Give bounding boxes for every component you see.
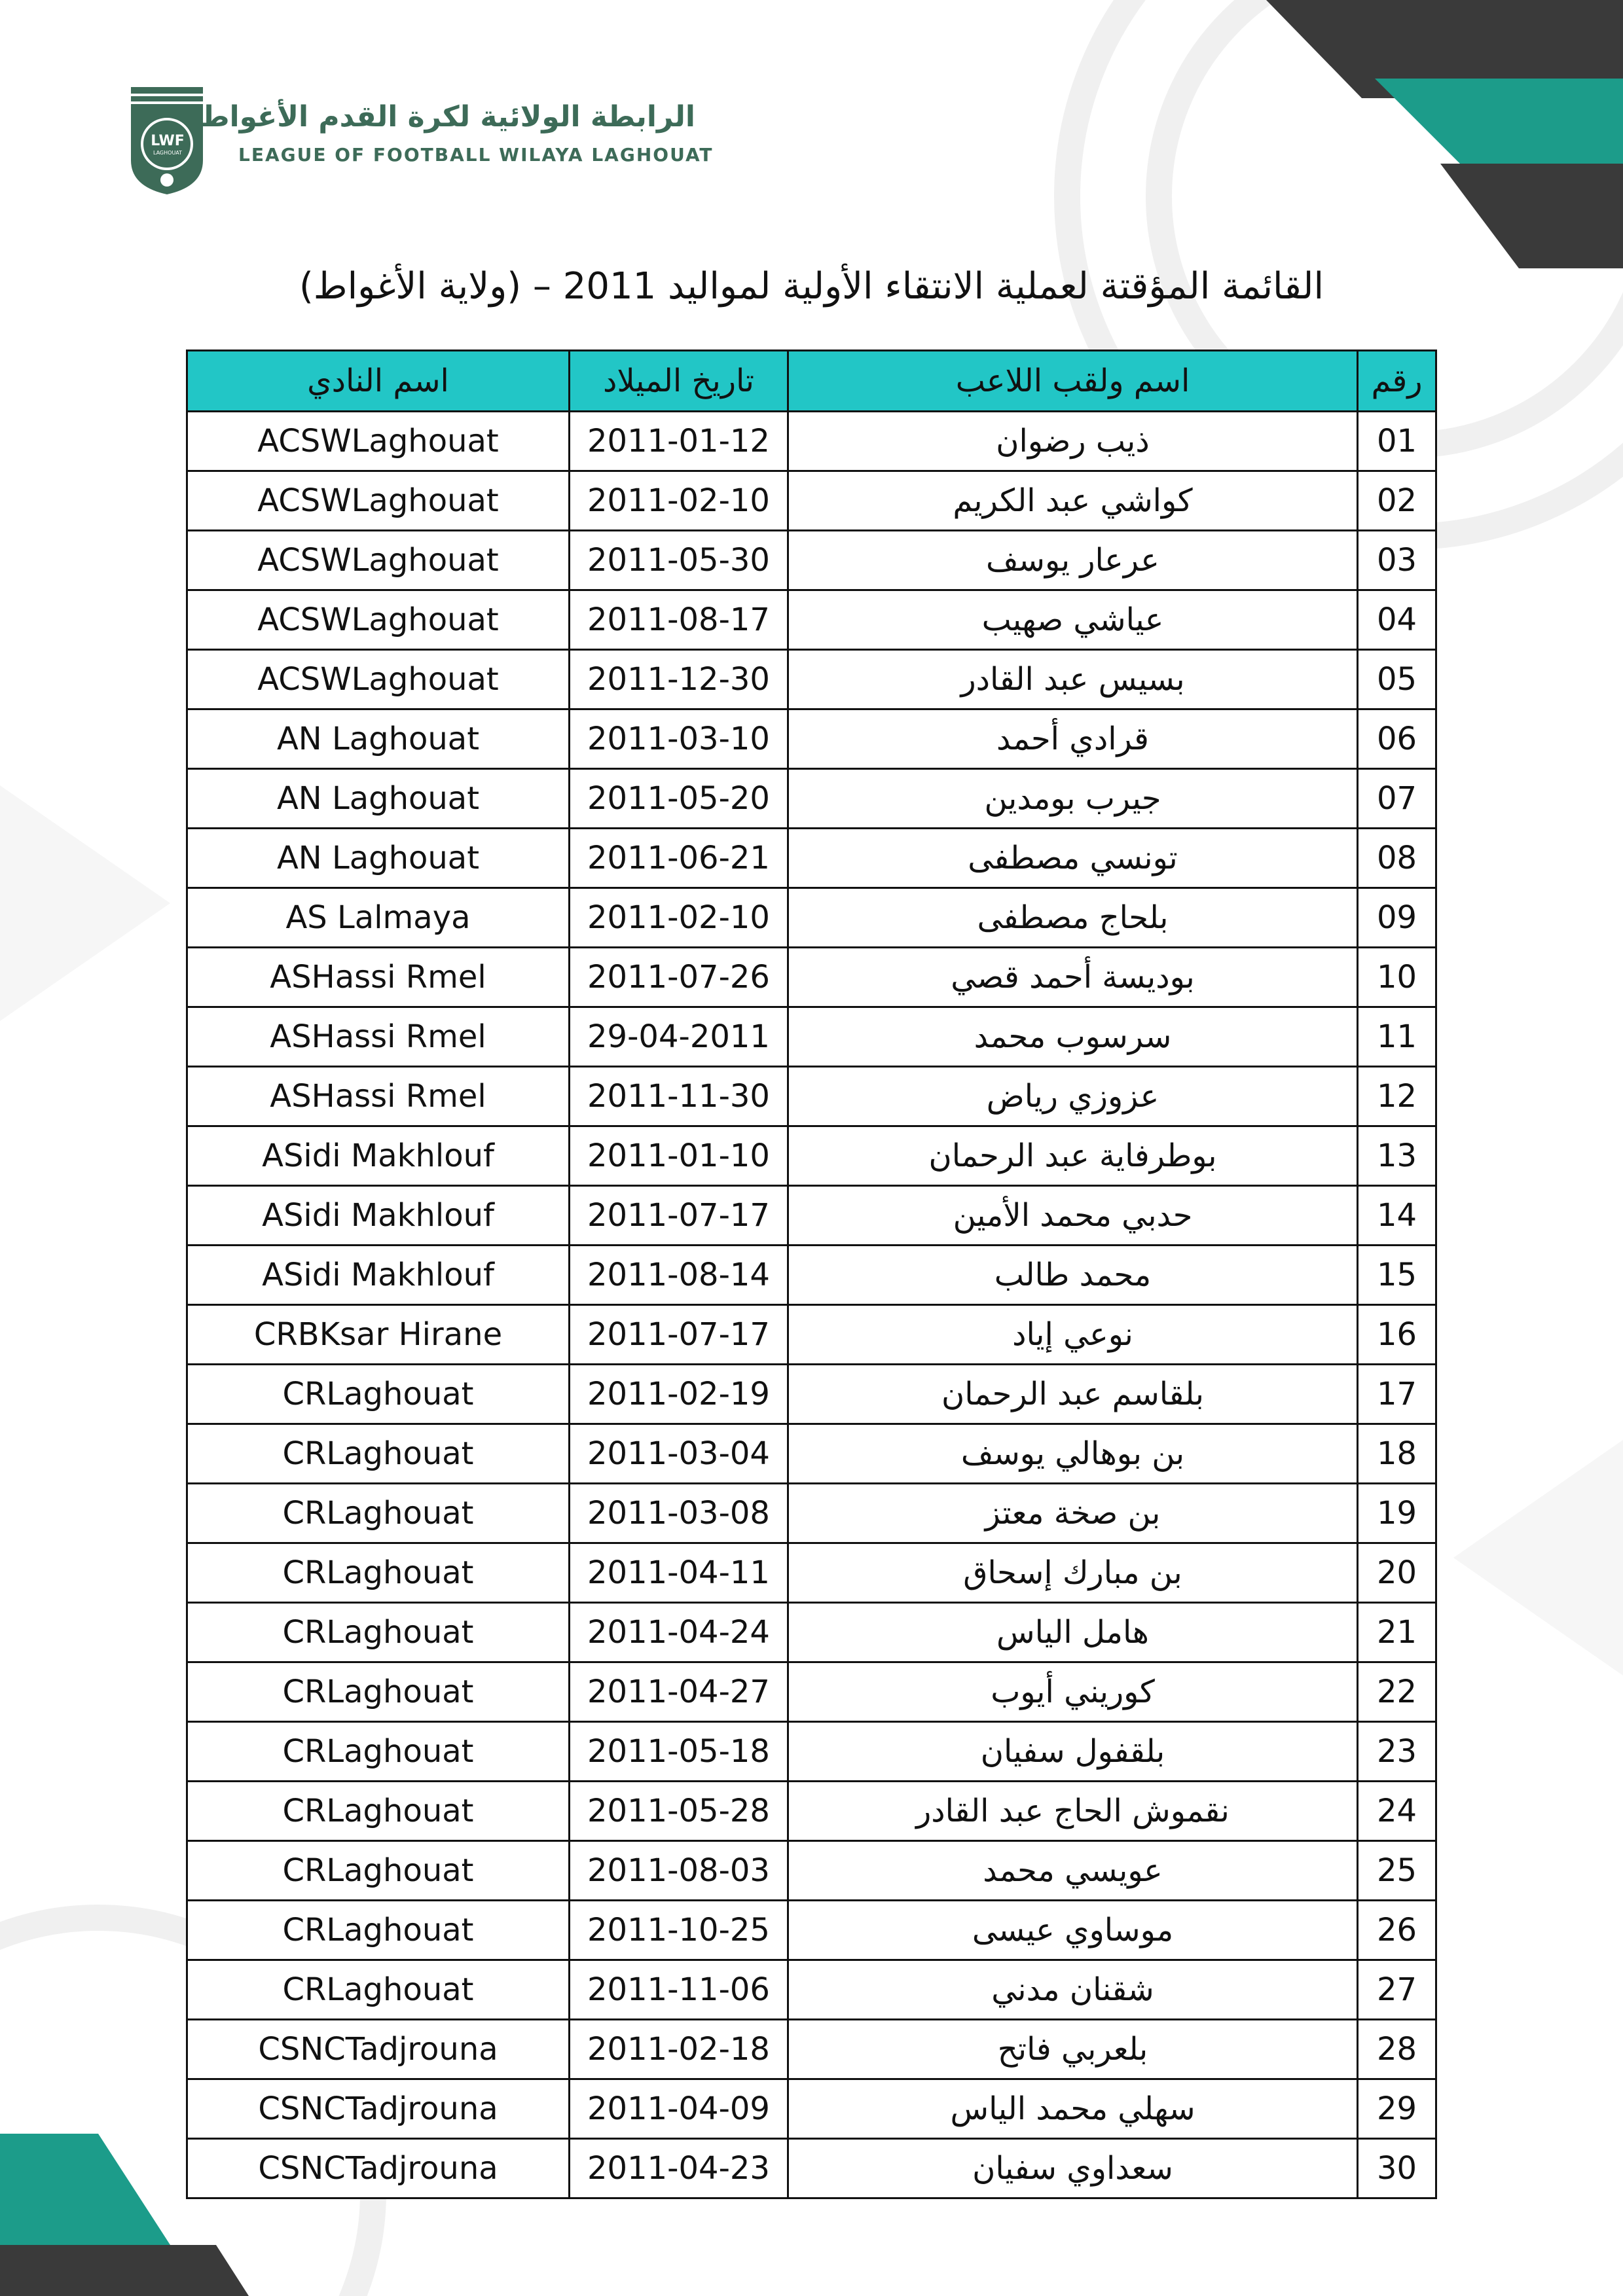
row-number: 08	[1358, 829, 1436, 888]
header-club: اسم النادي	[187, 351, 570, 412]
row-number: 26	[1358, 1901, 1436, 1960]
row-number: 28	[1358, 2020, 1436, 2079]
row-player-name: محمد طالب	[788, 1246, 1358, 1305]
header-player: اسم ولقب اللاعب	[788, 351, 1358, 412]
row-number: 18	[1358, 1424, 1436, 1484]
table-row	[187, 1007, 1436, 1067]
row-club: CSNCTadjrouna	[187, 2079, 570, 2139]
row-birthdate: 2011-03-04	[570, 1424, 788, 1484]
row-birthdate: 2011-04-09	[570, 2079, 788, 2139]
row-player-name: سرسوب محمد	[788, 1007, 1358, 1067]
row-club: ASidi Makhlouf	[187, 1246, 570, 1305]
row-number: 22	[1358, 1662, 1436, 1722]
row-birthdate: 2011-04-23	[570, 2139, 788, 2198]
table-row	[187, 1603, 1436, 1662]
row-player-name: بلقاسم عبد الرحمان	[788, 1365, 1358, 1424]
table-row	[187, 650, 1436, 709]
row-player-name: ذيب رضوان	[788, 412, 1358, 471]
row-birthdate: 2011-03-08	[570, 1484, 788, 1543]
row-player-name: قرادي أحمد	[788, 709, 1358, 769]
row-club: CRLaghouat	[187, 1662, 570, 1722]
row-birthdate: 2011-08-03	[570, 1841, 788, 1901]
table-row	[187, 1722, 1436, 1782]
row-player-name: بلحاج مصطفى	[788, 888, 1358, 948]
row-number: 25	[1358, 1841, 1436, 1901]
header	[124, 82, 714, 200]
row-number: 17	[1358, 1365, 1436, 1424]
row-birthdate: 2011-02-10	[570, 888, 788, 948]
row-birthdate: 2011-12-30	[570, 650, 788, 709]
table-row	[187, 1424, 1436, 1484]
row-player-name: نوعي إياد	[788, 1305, 1358, 1365]
row-player-name: سهلي محمد الياس	[788, 2079, 1358, 2139]
row-birthdate: 2011-05-30	[570, 531, 788, 590]
row-player-name: بن بوهالي يوسف	[788, 1424, 1358, 1484]
row-player-name: بوطرفاية عبد الرحمان	[788, 1126, 1358, 1186]
table-row	[187, 1841, 1436, 1901]
row-club: CRLaghouat	[187, 1543, 570, 1603]
table-row	[187, 1365, 1436, 1424]
row-club: CSNCTadjrouna	[187, 2139, 570, 2198]
row-birthdate: 2011-02-18	[570, 2020, 788, 2079]
row-club: ACSWLaghouat	[187, 471, 570, 531]
row-club: CRLaghouat	[187, 1365, 570, 1424]
table-row	[187, 1126, 1436, 1186]
row-birthdate: 2011-01-10	[570, 1126, 788, 1186]
table-row	[187, 888, 1436, 948]
table-row	[187, 2139, 1436, 2198]
table-row	[187, 1484, 1436, 1543]
row-club: AN Laghouat	[187, 769, 570, 829]
corner-decoration-top-right	[1244, 0, 1623, 275]
row-club: CRLaghouat	[187, 1960, 570, 2020]
row-birthdate: 2011-11-30	[570, 1067, 788, 1126]
row-club: AS Lalmaya	[187, 888, 570, 948]
row-birthdate: 2011-01-12	[570, 412, 788, 471]
row-number: 29	[1358, 2079, 1436, 2139]
table-row	[187, 829, 1436, 888]
row-number: 27	[1358, 1960, 1436, 2020]
row-player-name: بوديسة أحمد قصي	[788, 948, 1358, 1007]
row-birthdate: 2011-04-27	[570, 1662, 788, 1722]
table-row	[187, 1662, 1436, 1722]
document-title: القائمة المؤقتة لعملية الانتقاء الأولية لمواليد 2011 – (ولاية الأغواط)	[299, 265, 1324, 308]
row-club: AN Laghouat	[187, 829, 570, 888]
row-birthdate: 2011-08-14	[570, 1246, 788, 1305]
table-row	[187, 948, 1436, 1007]
row-club: ACSWLaghouat	[187, 531, 570, 590]
row-club: CRLaghouat	[187, 1841, 570, 1901]
row-player-name: بسيس عبد القادر	[788, 650, 1358, 709]
row-player-name: هامل الياس	[788, 1603, 1358, 1662]
row-number: 04	[1358, 590, 1436, 650]
table-row	[187, 412, 1436, 471]
row-number: 30	[1358, 2139, 1436, 2198]
logo-subtext: LAGHOUAT	[153, 150, 183, 156]
table-row	[187, 1186, 1436, 1246]
row-number: 03	[1358, 531, 1436, 590]
logo-text: LWF	[151, 133, 185, 149]
row-birthdate: 2011-07-17	[570, 1305, 788, 1365]
row-player-name: جيرب بومدين	[788, 769, 1358, 829]
row-club: ASidi Makhlouf	[187, 1126, 570, 1186]
row-club: ASHassi Rmel	[187, 1067, 570, 1126]
row-number: 10	[1358, 948, 1436, 1007]
table-body	[187, 412, 1436, 2198]
row-birthdate: 2011-05-18	[570, 1722, 788, 1782]
row-club: CRLaghouat	[187, 1901, 570, 1960]
row-club: ASHassi Rmel	[187, 948, 570, 1007]
row-club: CRBKsar Hirane	[187, 1305, 570, 1365]
row-number: 09	[1358, 888, 1436, 948]
row-player-name: كواشي عبد الكريم	[788, 471, 1358, 531]
row-player-name: عياشي صهيب	[788, 590, 1358, 650]
row-number: 11	[1358, 1007, 1436, 1067]
row-number: 06	[1358, 709, 1436, 769]
row-player-name: حدبي محمد الأمين	[788, 1186, 1358, 1246]
table-row	[187, 1960, 1436, 2020]
table-row	[187, 2020, 1436, 2079]
row-player-name: تونسي مصطفى	[788, 829, 1358, 888]
row-number: 02	[1358, 471, 1436, 531]
table-row	[187, 1782, 1436, 1841]
row-player-name: عزوزي رياض	[788, 1067, 1358, 1126]
row-birthdate: 2011-11-06	[570, 1960, 788, 2020]
row-number: 24	[1358, 1782, 1436, 1841]
row-player-name: بن صخة معتز	[788, 1484, 1358, 1543]
row-player-name: بلقفول سفيان	[788, 1722, 1358, 1782]
row-club: ACSWLaghouat	[187, 650, 570, 709]
row-birthdate: 2011-07-17	[570, 1186, 788, 1246]
row-birthdate: 2011-04-24	[570, 1603, 788, 1662]
row-number: 16	[1358, 1305, 1436, 1365]
table-row	[187, 1067, 1436, 1126]
row-player-name: سعداوي سفيان	[788, 2139, 1358, 2198]
table-row	[187, 709, 1436, 769]
row-birthdate: 2011-05-20	[570, 769, 788, 829]
row-player-name: بلعربي فاتح	[788, 2020, 1358, 2079]
row-player-name: عرعار يوسف	[788, 531, 1358, 590]
row-club: ASidi Makhlouf	[187, 1186, 570, 1246]
row-club: AN Laghouat	[187, 709, 570, 769]
row-club: CRLaghouat	[187, 1782, 570, 1841]
row-number: 23	[1358, 1722, 1436, 1782]
table-row	[187, 471, 1436, 531]
row-number: 01	[1358, 412, 1436, 471]
row-number: 19	[1358, 1484, 1436, 1543]
row-birthdate: 2011-02-19	[570, 1365, 788, 1424]
row-number: 14	[1358, 1186, 1436, 1246]
row-birthdate: 2011-08-17	[570, 590, 788, 650]
table-row	[187, 1543, 1436, 1603]
row-birthdate: 2011-05-28	[570, 1782, 788, 1841]
org-name-english: LEAGUE OF FOOTBALL WILAYA LAGHOUAT	[238, 144, 714, 166]
row-birthdate: 2011-06-21	[570, 829, 788, 888]
row-club: ACSWLaghouat	[187, 590, 570, 650]
org-name-arabic: الرابطة الولائية لكرة القدم الأغواط	[199, 100, 695, 134]
row-number: 15	[1358, 1246, 1436, 1305]
players-table-container	[186, 350, 1435, 2199]
row-birthdate: 2011-04-11	[570, 1543, 788, 1603]
row-birthdate: 2011-07-26	[570, 948, 788, 1007]
table-row	[187, 531, 1436, 590]
row-club: CRLaghouat	[187, 1484, 570, 1543]
row-player-name: كوريني أيوب	[788, 1662, 1358, 1722]
table-row	[187, 1901, 1436, 1960]
row-player-name: شقنان مدني	[788, 1960, 1358, 2020]
table-row	[187, 590, 1436, 650]
header-number: رقم	[1358, 351, 1436, 412]
row-club: CRLaghouat	[187, 1424, 570, 1484]
row-club: CRLaghouat	[187, 1722, 570, 1782]
table-row	[187, 769, 1436, 829]
row-number: 20	[1358, 1543, 1436, 1603]
row-club: CRLaghouat	[187, 1603, 570, 1662]
row-number: 12	[1358, 1067, 1436, 1126]
players-table	[186, 350, 1437, 2199]
row-club: ACSWLaghouat	[187, 412, 570, 471]
row-player-name: بن مبارك إسحاق	[788, 1543, 1358, 1603]
row-number: 07	[1358, 769, 1436, 829]
row-birthdate: 2011-02-10	[570, 471, 788, 531]
row-club: ASHassi Rmel	[187, 1007, 570, 1067]
row-number: 13	[1358, 1126, 1436, 1186]
row-number: 21	[1358, 1603, 1436, 1662]
row-birthdate: 2011-10-25	[570, 1901, 788, 1960]
row-birthdate: 29-04-2011	[570, 1007, 788, 1067]
table-row	[187, 1305, 1436, 1365]
row-birthdate: 2011-03-10	[570, 709, 788, 769]
row-player-name: نقموش الحاج عبد القادر	[788, 1782, 1358, 1841]
header-birthdate: تاريخ الميلاد	[570, 351, 788, 412]
row-club: CSNCTadjrouna	[187, 2020, 570, 2079]
row-player-name: موساوي عيسى	[788, 1901, 1358, 1960]
table-row	[187, 2079, 1436, 2139]
table-header-row	[187, 351, 1436, 412]
table-row	[187, 1246, 1436, 1305]
row-number: 05	[1358, 650, 1436, 709]
row-player-name: عويسي محمد	[788, 1841, 1358, 1901]
